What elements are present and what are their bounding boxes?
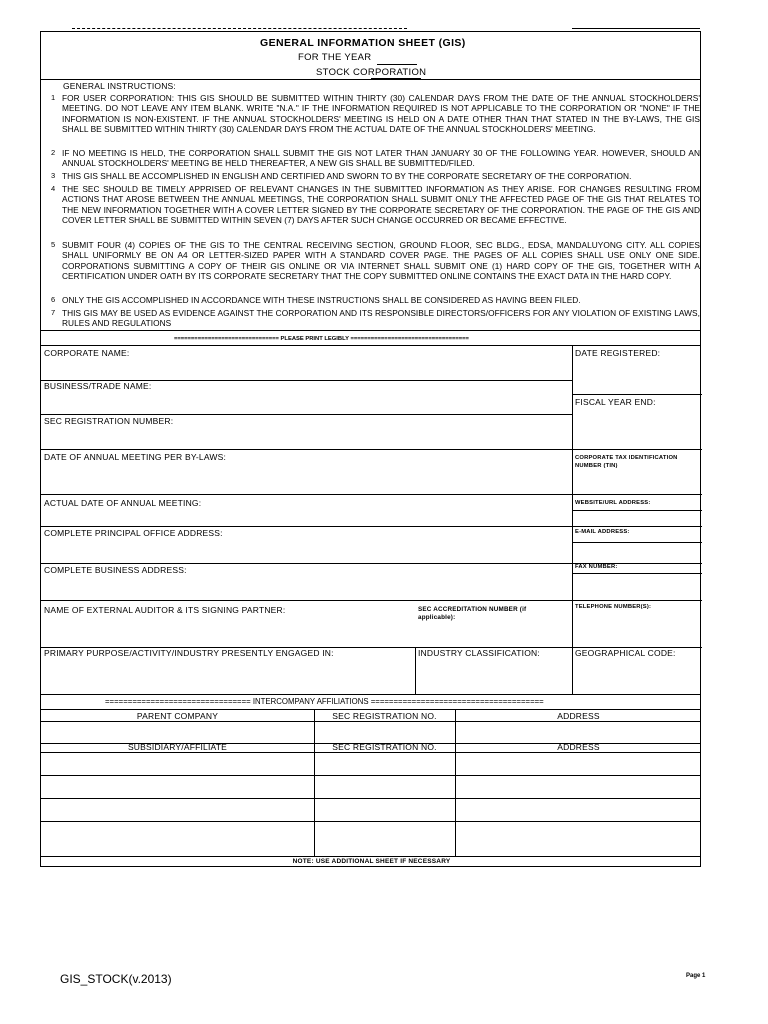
annual-meeting-bylaws-field[interactable] <box>42 463 571 493</box>
business-trade-name-field[interactable] <box>42 392 571 414</box>
row-line <box>572 394 702 395</box>
row-line <box>41 856 700 857</box>
subsidiary-row[interactable] <box>42 799 701 820</box>
row-line <box>572 494 702 495</box>
top-dashed-line-left <box>72 28 407 29</box>
principal-office-address-field[interactable] <box>42 539 571 562</box>
parent-address-cell[interactable] <box>456 722 701 742</box>
print-legibly-banner: =============================== PLEASE PRINT LEGIBLY =================================== <box>174 336 469 342</box>
form-title: GENERAL INFORMATION SHEET (GIS) <box>260 37 466 49</box>
instruction-text: IF NO MEETING IS HELD, THE CORPORATION SHALL SUBMIT THE GIS NOT LATER THAN JANUARY 30 OF THE FOLLOWING YEAR. HOWEVER, SHOULD AN ANNUAL STOCKHOLDERS' MEETING BE HELD THEREAFTER, A NEW GIS SHALL BE SUBMITTED/FILED. <box>62 148 700 169</box>
actual-annual-meeting-field[interactable] <box>42 509 571 525</box>
subsidiary-row[interactable] <box>42 822 701 845</box>
row-line <box>572 600 702 601</box>
website-label: WEBSITE/URL ADDRESS: <box>575 500 651 506</box>
row-line <box>41 414 572 415</box>
instruction-text: FOR USER CORPORATION: THIS GIS SHOULD BE SUBMITTED WITHIN THIRTY (30) CALENDAR DAYS FROM THE DATE OF THE ANNUAL STOCKHOLDERS' MEETING. DO NOT LEAVE ANY ITEM BLANK. WRITE "N.A." IF THE INFORMATION REQUIRED IS NOT APPLICABLE TO THE CORPORATION OR "NONE" IF THE INFORMATION IS NON-EXISTENT. IF THE ANNUAL STOCKHOLDERS' MEETING IS HELD ON A DATE OTHER THAN THAT STATED IN THE BY-LAWS, THE GIS SHALL BE SUBMITTED WITHIN THIRTY (30) CALENDAR DAYS FROM THE ACTUAL DATE OF THE ANNUAL STOCKHOLDERS' MEETING. <box>62 93 700 134</box>
instruction-text: THIS GIS MAY BE USED AS EVIDENCE AGAINST THE CORPORATION AND ITS RESPONSIBLE DIRECTORS/OFFICERS FOR ANY VIOLATION OF EXISTING LAWS, RULES AND REGULATIONS <box>62 308 700 329</box>
sec-registration-number-field[interactable] <box>42 427 571 449</box>
business-address-label: COMPLETE BUSINESS ADDRESS: <box>44 565 187 575</box>
sec-registration-number-label: SEC REGISTRATION NUMBER: <box>44 416 174 426</box>
parent-company-cell[interactable] <box>42 722 313 742</box>
page-number: Page 1 <box>686 973 706 979</box>
website-field[interactable] <box>574 511 701 526</box>
sec-accreditation-label: SEC ACCREDITATION NUMBER (if applicable): <box>418 606 527 621</box>
subsidiary-row[interactable] <box>42 776 701 797</box>
sec-accreditation-field[interactable] <box>417 624 571 646</box>
instruction-number: 1 <box>51 93 56 102</box>
external-auditor-label: NAME OF EXTERNAL AUDITOR & ITS SIGNING PARTNER: <box>44 605 286 615</box>
industry-divider <box>415 647 416 694</box>
right-column-divider <box>572 345 573 694</box>
gis-form <box>40 31 701 867</box>
instruction-number: 7 <box>51 308 56 317</box>
intercompany-divider <box>41 709 700 710</box>
fields-bottom-divider <box>41 694 700 695</box>
row-line <box>572 526 702 527</box>
geographical-code-label: GEOGRAPHICAL CODE: <box>575 648 676 658</box>
subsidiary-address-header: ADDRESS <box>557 742 600 752</box>
instruction-text: THE SEC SHOULD BE TIMELY APPRISED OF RELEVANT CHANGES IN THE SUBMITTED INFORMATION AS THEY ARISE. FOR CHANGES RESULTING FROM ACTIONS THAT AROSE BETWEEN THE ANNUAL MEETINGS, THE CORPORATION SHALL SUBMIT ONLY THE AFFECTED PAGE OF THE GIS THAT RELATES TO THE NEW INFORMATION TOGETHER WITH A COVER LETTER SIGNED BY THE CORPORATE SECRETARY OF THE CORPORATION. THE PAGE OF THE GIS AND COVER LETTER SHALL BE SUBMITTED WITHIN SEVEN (7) DAYS AFTER SUCH CHANGE OCCURRED OR BECAME EFFECTIVE. <box>62 184 700 225</box>
geographical-code-field[interactable] <box>574 659 701 693</box>
instruction-text: ONLY THE GIS ACCOMPLISHED IN ACCORDANCE WITH THESE INSTRUCTIONS SHALL BE CONSIDERED AS HAVING BEEN FILED. <box>62 295 581 305</box>
email-label: E-MAIL ADDRESS: <box>575 529 630 535</box>
primary-purpose-label: PRIMARY PURPOSE/ACTIVITY/INDUSTRY PRESENTLY ENGAGED IN: <box>44 648 334 658</box>
instruction-number: 5 <box>51 240 56 249</box>
form-version-code: GIS_STOCK(v.2013) <box>60 972 172 986</box>
parent-address-header: ADDRESS <box>557 711 600 721</box>
subsidiary-row[interactable] <box>42 753 701 774</box>
fiscal-year-end-field[interactable] <box>574 408 701 448</box>
email-field[interactable] <box>574 543 701 562</box>
annual-meeting-bylaws-label: DATE OF ANNUAL MEETING PER BY-LAWS: <box>44 452 227 462</box>
tin-label: CORPORATE TAX IDENTIFICATION NUMBER (TIN) <box>575 455 678 469</box>
primary-purpose-field[interactable] <box>42 659 412 693</box>
telephone-field[interactable] <box>574 614 701 646</box>
instructions-divider <box>41 330 700 331</box>
parent-sec-reg-cell[interactable] <box>315 722 454 742</box>
top-line-right <box>572 28 700 29</box>
parent-sec-reg-header: SEC REGISTRATION NO. <box>332 711 437 721</box>
for-the-year-label: FOR THE YEAR <box>298 52 372 63</box>
corporate-name-field[interactable] <box>42 359 571 381</box>
additional-sheet-note: NOTE: USE ADDITIONAL SHEET IF NECESSARY <box>292 858 451 865</box>
instruction-text: SUBMIT FOUR (4) COPIES OF THE GIS TO THE CENTRAL RECEIVING SECTION, GROUND FLOOR, SEC BLDG., EDSA, MANDALUYONG CITY. ALL COPIES SHALL UNIFORMLY BE ON A4 OR LETTER-SIZED PAPER WITH A STANDARD COVER PAGE. THE PAGES OF ALL COPIES SHALL USE ONLY ONE SIDE. CORPORATIONS SUBMITTING A COPY OF THEIR GIS ONLINE OR VIA INTERNET SHALL SUBMIT ONE (1) HARD COPY OF THE GIS, TOGETHER WITH A CERTIFICATION UNDER OATH BY ITS CORPORATE SECRETARY THAT THE COPY SUBMITTED ONLINE CONTAINS THE EXACT DATA IN THE HARD COPY. <box>62 240 700 281</box>
corporate-name-label: CORPORATE NAME: <box>44 348 130 358</box>
fax-label: FAX NUMBER: <box>575 564 618 570</box>
instruction-number: 3 <box>51 171 56 180</box>
instruction-number: 4 <box>51 184 56 193</box>
banner-divider <box>41 345 700 346</box>
header-divider <box>41 79 700 80</box>
year-input-line[interactable] <box>377 64 417 65</box>
principal-office-address-label: COMPLETE PRINCIPAL OFFICE ADDRESS: <box>44 528 223 538</box>
fiscal-year-end-label: FISCAL YEAR END: <box>575 397 656 407</box>
business-address-field[interactable] <box>42 576 571 599</box>
row-line <box>41 449 702 450</box>
row-line <box>41 526 572 527</box>
industry-classification-field[interactable] <box>417 659 571 693</box>
instruction-number: 2 <box>51 148 56 157</box>
intercompany-heading: ================================ INTERCOMPANY AFFILIATIONS ====================================== <box>105 697 544 706</box>
subsidiary-sec-reg-header: SEC REGISTRATION NO. <box>332 742 437 752</box>
row-line <box>41 494 572 495</box>
date-registered-label: DATE REGISTERED: <box>575 348 661 358</box>
row-line <box>41 600 572 601</box>
fax-field[interactable] <box>574 574 701 599</box>
corporation-type: STOCK CORPORATION <box>316 67 427 78</box>
actual-annual-meeting-label: ACTUAL DATE OF ANNUAL MEETING: <box>44 498 202 508</box>
instructions-heading: GENERAL INSTRUCTIONS: <box>63 81 176 91</box>
instruction-number: 6 <box>51 295 56 304</box>
business-trade-name-label: BUSINESS/TRADE NAME: <box>44 381 152 391</box>
telephone-label: TELEPHONE NUMBER(S): <box>575 604 652 610</box>
instruction-text: THIS GIS SHALL BE ACCOMPLISHED IN ENGLISH AND CERTIFIED AND SWORN TO BY THE CORPORATE SECRETARY OF THE CORPORATION. <box>62 171 632 181</box>
subsidiary-header: SUBSIDIARY/AFFILIATE <box>127 742 228 752</box>
tin-field[interactable] <box>574 472 701 493</box>
industry-classification-label: INDUSTRY CLASSIFICATION: <box>418 648 540 658</box>
parent-company-header: PARENT COMPANY <box>136 711 219 721</box>
row-line <box>41 563 572 564</box>
date-registered-field[interactable] <box>574 359 701 393</box>
external-auditor-field[interactable] <box>42 616 412 646</box>
